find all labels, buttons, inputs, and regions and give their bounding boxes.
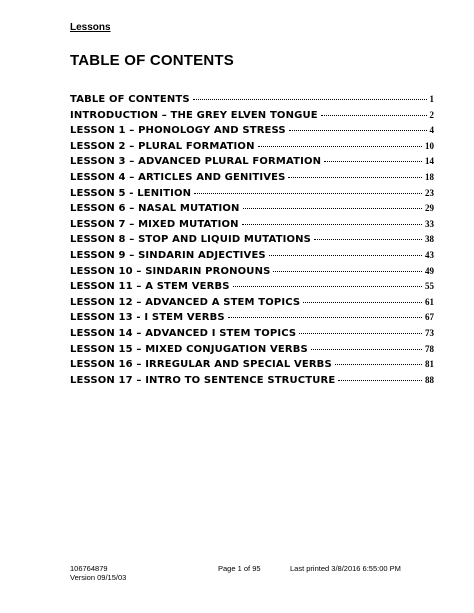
dot-leader bbox=[193, 99, 427, 100]
dot-leader bbox=[228, 317, 422, 318]
toc-entry[interactable] bbox=[70, 328, 434, 344]
toc-entry-title: LESSON 16 – IRREGULAR AND SPECIAL VERBS bbox=[70, 359, 332, 371]
toc-entry-page-number: 73 bbox=[425, 327, 434, 338]
toc-entry-title: LESSON 8 – STOP AND LIQUID MUTATIONS bbox=[70, 234, 311, 246]
toc-entry-page-number: 1 bbox=[429, 94, 434, 104]
toc-entry-page-number: 10 bbox=[425, 140, 434, 151]
dot-leader bbox=[273, 271, 422, 272]
toc-entry-page-number: 67 bbox=[425, 312, 434, 323]
dot-leader bbox=[269, 255, 422, 256]
dot-leader bbox=[338, 380, 422, 381]
dot-leader bbox=[194, 193, 422, 194]
toc-entry[interactable] bbox=[70, 219, 434, 235]
toc-entry[interactable] bbox=[70, 234, 434, 250]
toc-entry-title: LESSON 13 - I STEM VERBS bbox=[70, 312, 225, 324]
toc-entry-page-number: 14 bbox=[425, 156, 434, 167]
toc-entry[interactable] bbox=[70, 312, 434, 328]
footer-version: Version 09/15/03 bbox=[70, 573, 127, 582]
toc-entry[interactable] bbox=[70, 297, 434, 313]
dot-leader bbox=[321, 115, 427, 116]
dot-leader bbox=[299, 333, 422, 334]
toc-entry-page-number: 81 bbox=[425, 359, 434, 370]
dot-leader bbox=[324, 161, 422, 162]
toc-entry-title: LESSON 6 – NASAL MUTATION bbox=[70, 203, 240, 215]
dot-leader bbox=[303, 302, 422, 303]
toc-entry-title: LESSON 5 - LENITION bbox=[70, 187, 192, 199]
toc-entry-page-number: 29 bbox=[425, 203, 434, 214]
toc-entry-page-number: 18 bbox=[425, 171, 434, 182]
toc-entry-title: TABLE OF CONTENTS bbox=[70, 94, 190, 105]
dot-leader bbox=[233, 286, 422, 287]
toc-entry[interactable] bbox=[70, 188, 434, 204]
toc-entry-page-number: 23 bbox=[425, 187, 434, 198]
toc-entry-title: LESSON 2 – PLURAL FORMATION bbox=[70, 140, 255, 152]
toc-entry-page-number: 49 bbox=[425, 265, 434, 276]
dot-leader bbox=[335, 364, 422, 365]
toc-entry-title: LESSON 14 – ADVANCED I STEM TOPICS bbox=[70, 327, 297, 339]
toc-entry-title: LESSON 15 – MIXED CONJUGATION VERBS bbox=[70, 343, 308, 355]
toc-entry-page-number: 38 bbox=[425, 234, 434, 245]
toc-entry-title: LESSON 11 – A STEM VERBS bbox=[70, 281, 230, 293]
footer-last-printed: Last printed 3/8/2016 6:55:00 PM bbox=[290, 564, 401, 573]
toc-entry[interactable] bbox=[70, 141, 434, 157]
toc-entry-page-number: 88 bbox=[425, 374, 434, 385]
footer-doc-id: 106764879 bbox=[70, 564, 108, 573]
toc-entry-title: LESSON 3 – ADVANCED PLURAL FORMATION bbox=[70, 156, 322, 168]
toc-entry[interactable] bbox=[70, 156, 434, 172]
toc-entry-page-number: 61 bbox=[425, 296, 434, 307]
toc-entry-page-number: 4 bbox=[429, 125, 434, 136]
toc-entry-title: LESSON 10 – SINDARIN PRONOUNS bbox=[70, 265, 271, 277]
toc-entry[interactable] bbox=[70, 266, 434, 282]
toc-entry-page-number: 43 bbox=[425, 249, 434, 260]
page-title: TABLE OF CONTENTS bbox=[70, 52, 234, 69]
toc-entry[interactable] bbox=[70, 94, 434, 110]
toc-entry-page-number: 33 bbox=[425, 218, 434, 229]
dot-leader bbox=[289, 130, 427, 131]
dot-leader bbox=[311, 349, 422, 350]
toc-entry-title: LESSON 4 – ARTICLES AND GENITIVES bbox=[70, 171, 286, 183]
toc-entry[interactable] bbox=[70, 110, 434, 126]
dot-leader bbox=[314, 239, 422, 240]
toc-entry-title: LESSON 1 – PHONOLOGY AND STRESS bbox=[70, 125, 286, 137]
dot-leader bbox=[243, 208, 422, 209]
dot-leader bbox=[258, 146, 422, 147]
toc-entry[interactable] bbox=[70, 359, 434, 375]
section-header-label: Lessons bbox=[70, 22, 111, 33]
table-of-contents bbox=[70, 94, 434, 390]
dot-leader bbox=[288, 177, 422, 178]
toc-entry-title: INTRODUCTION – THE GREY ELVEN TONGUE bbox=[70, 109, 318, 121]
toc-entry[interactable] bbox=[70, 250, 434, 266]
toc-entry-title: LESSON 12 – ADVANCED A STEM TOPICS bbox=[70, 296, 301, 308]
toc-entry[interactable] bbox=[70, 281, 434, 297]
footer-page-indicator: Page 1 of 95 bbox=[218, 564, 261, 573]
toc-entry-title: LESSON 7 – MIXED MUTATION bbox=[70, 218, 239, 230]
toc-entry[interactable] bbox=[70, 125, 434, 141]
toc-entry-page-number: 78 bbox=[425, 343, 434, 354]
toc-entry-page-number: 55 bbox=[425, 281, 434, 292]
toc-entry[interactable] bbox=[70, 344, 434, 360]
toc-entry[interactable] bbox=[70, 172, 434, 188]
toc-entry[interactable] bbox=[70, 203, 434, 219]
toc-entry[interactable] bbox=[70, 375, 434, 391]
dot-leader bbox=[242, 224, 422, 225]
toc-entry-page-number: 2 bbox=[429, 109, 434, 120]
toc-entry-title: LESSON 17 – INTRO TO SENTENCE STRUCTURE bbox=[70, 374, 336, 386]
toc-entry-title: LESSON 9 – SINDARIN ADJECTIVES bbox=[70, 249, 266, 261]
